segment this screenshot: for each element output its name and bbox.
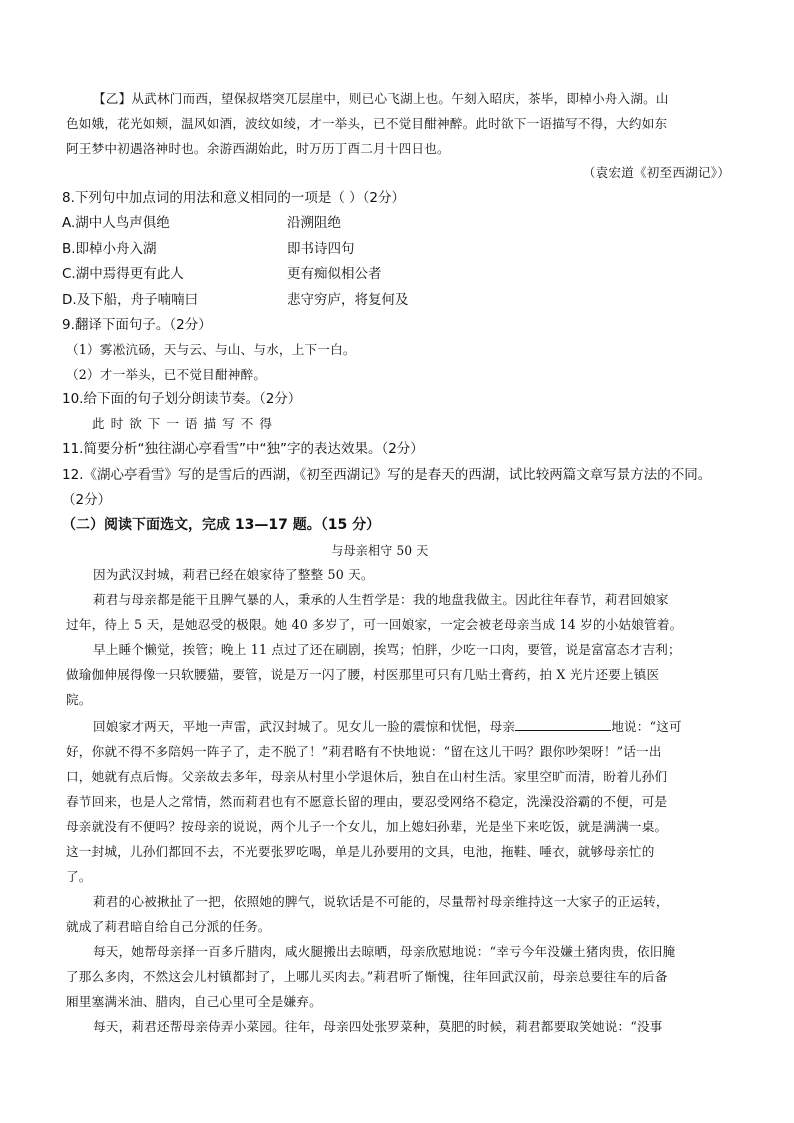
question-10-stem: 10.给下面的句子划分朗读节奏。（2分） [62,391,302,407]
article-p6-line3: 厢里塞满米油、腊肉，自己心里可全是嫌弃。 [66,994,322,1009]
article-p1: 因为武汉封城，莉君已经在娘家待了整整 50 天。 [93,567,374,582]
q9-sentence-1: （1）雾凇沆砀，天与云、与山、与水，上下一白。 [66,342,356,357]
answer-blank[interactable] [515,718,611,731]
article-title: 与母亲相守 50 天 [331,543,429,558]
article-p2-line2: 过年，待上 5 天，是她忍受的极限。她 40 多岁了，可一回娘家，一定会被老母亲当成 14 岁的小姑娘管着。 [66,617,683,632]
article-p5-line1: 莉君的心被揪扯了一把，依照她的脾气，说软话是不可能的，尽量帮衬母亲维持这一大家子的正运转， [93,894,669,909]
article-p3-line2: 做瑜伽伸展得像一只软腰猫，要管，说是万一闪了腰，村医那里可只有几贴土膏药，拍 X 光片还要上镇医 [66,667,660,682]
passage-yi-line3: 阿王梦中初遇洛神时也。余游西湖始此，时万历丁酉二月十四日也。 [66,141,450,156]
article-p4-line2: 好，你就不得不多陪妈一阵子了，走不脱了！”莉君略有不快地说：“留在这儿干吗？跟你吵架呀！”话一出 [66,744,662,759]
question-9-stem: 9.翻译下面句子。（2分） [62,317,212,333]
article-p4-line5: 母亲就没有不便吗？按母亲的说说，两个儿子一个女儿，加上媳妇孙辈，光是坐下来吃饭，就是满满一桌。 [66,819,668,834]
question-8-stem: 8.下列句中加点词的用法和意义相同的一项是（ ）（2分） [62,190,406,206]
article-p5-line2: 就成了莉君暗自给自己分派的任务。 [66,919,271,934]
q8-option-d-left: D.及下船，舟子喃喃曰 [62,292,199,308]
article-p6-line2: 了那么多肉，不然这会儿村镇都封了，上哪儿买肉去。”莉君听了惭愧，往年回武汉前，母亲总要往车的后备 [66,969,668,984]
section-2-heading: （二）阅读下面选文，完成 13—17 题。（15 分） [62,517,381,533]
article-p7-line1: 每天，莉君还帮母亲侍弄小菜园。往年，母亲四处张罗菜种，莫肥的时候，莉君都要取笑她说：“没事 [93,1019,663,1034]
article-p4-line6: 这一封城，儿孙们都回不去，不光要张罗吃喝，单是儿孙要用的文具，电池，拖鞋、唾衣，就够母亲忙的 [66,844,655,859]
question-12-stem: 12.《湖心亭看雪》写的是雪后的西湖，《初至西湖记》写的是春天的西湖，试比较两篇文章写景方法的不同。 [62,467,712,483]
article-p4-line1-end: 地说：“这可 [611,719,682,734]
article-p4-line7: 了。 [66,869,92,884]
article-p6-line1: 每天，她帮母亲择一百多斤腊肉，咸火腿搬出去晾晒，母亲欣慰地说：“幸亏今年没嫌土猪肉贵，依旧腌 [93,944,676,959]
article-p4-line1 [93,718,682,736]
q8-option-a-right: 沿溯阻绝 [287,215,341,231]
q9-sentence-2: （2）才一举头，已不觉目酣神醉。 [66,367,267,382]
question-12-score: （2分） [62,492,112,508]
article-p4-line1-start: 回娘家才两天，平地一声雷，武汉封城了。见女儿一脸的震惊和忧悒，母亲 [93,719,516,734]
passage-yi-line1: 【乙】从武林门而西，望保叔塔突兀层崖中，则已心飞湖上也。午刻入昭庆，茶毕，即棹小舟入湖。山 [93,91,669,106]
article-p2-line1: 莉君与母亲都是能干且脾气暴的人，秉承的人生哲学是：我的地盘我做主。因此往年春节，莉君回娘家 [93,592,669,607]
passage-yi-line2: 色如娥，花光如颊，温风如酒，波纹如绫，才一举头，已不觉目酣神醉。此时欲下一语描写不得，大约如东 [66,116,668,131]
passage-yi-source: （袁宏道《初至西湖记》） [582,165,730,180]
q10-sentence: 此时欲下一语描写不得 [92,416,278,431]
q8-option-c-left: C.湖中焉得更有此人 [62,266,184,282]
article-p4-line4: 春节回来，也是人之常情，然而莉君也有不愿意长留的理由，要忍受网络不稳定，洗澡没浴霸的不便，可是 [66,794,668,809]
article-p4-line3: 口，她就有点后悔。父亲故去多年，母亲从村里小学退休后，独自在山村生活。家里空旷而清，盼着儿孙们 [66,769,668,784]
q8-option-a-left: A.湖中人鸟声俱绝 [62,215,170,231]
q8-option-b-right: 即书诗四句 [287,241,355,257]
q8-option-b-left: B.即棹小舟入湖 [62,241,157,257]
q8-option-c-right: 更有痴似相公者 [287,266,382,282]
q8-option-d-right: 悲守穷庐，将复何及 [287,292,409,308]
article-p3-line3: 院。 [66,692,92,707]
question-11-stem: 11.简要分析“独往湖心亭看雪”中“独”字的表达效果。（2分） [62,441,424,457]
article-p3-line1: 早上睡个懒觉，挨管；晚上 11 点过了还在刷剧，挨骂；怕胖，少吃一口肉，要管，说是富富态才吉利； [93,642,681,657]
